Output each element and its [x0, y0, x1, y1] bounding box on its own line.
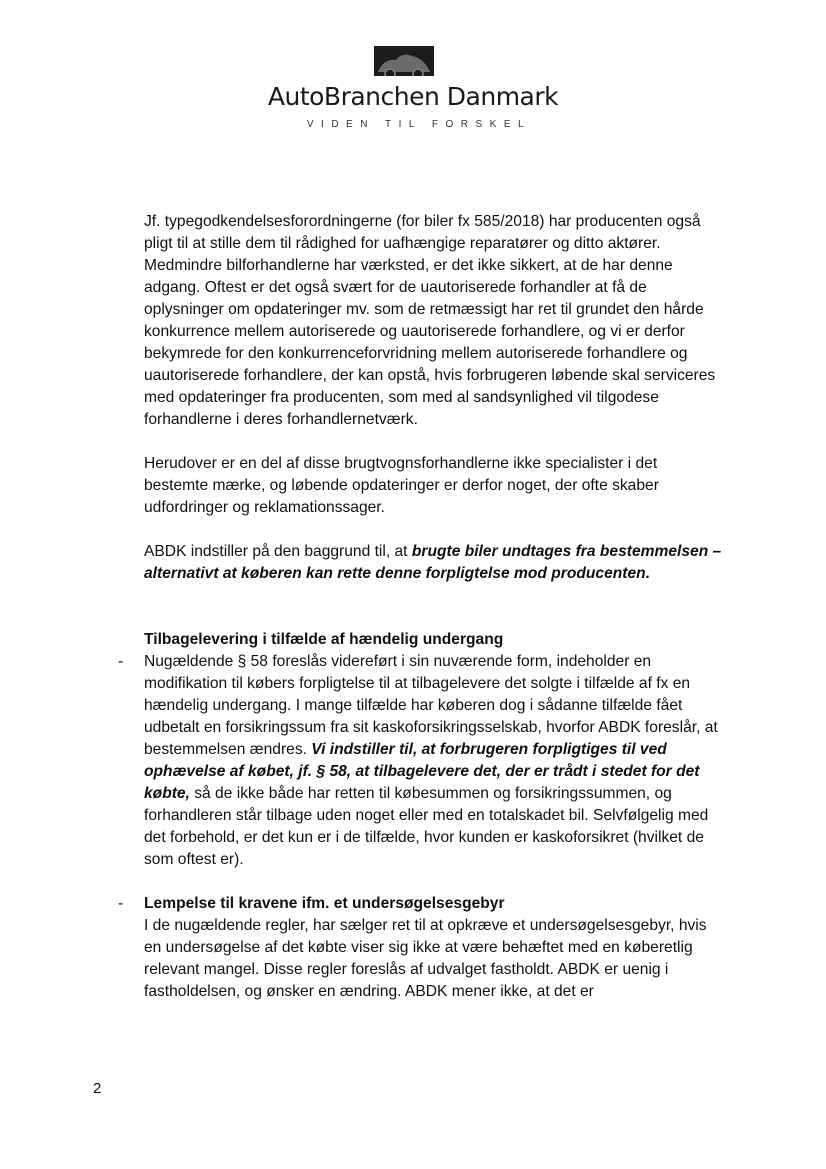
recommendation-emphasis: brugte biler undtages fra bestemmelsen – alternativt at køberen kan rette denne forpligtelse mod producenten.	[144, 543, 722, 582]
section-body-inspection-fee: I de nugældende regler, har sælger ret til at opkræve et undersøgelsesgebyr, hvis en undersøgelse af det købte viser sig ikke at være behæftet med en køberetlig relevant mangel. Disse regler foreslås af udvalget fastholdt. ABDK er uenig i fastholdelsen, og ønsker en ændring. ABDK mener ikke, at det er	[144, 917, 707, 1000]
paragraph-specialists: Herudover er en del af disse brugtvognsforhandlerne ikke specialister i det bestemte mærke, og løbende opdateringer er derfor noget, der ofte skaber udfordringer og reklamationssager.	[144, 455, 659, 516]
brand-tagline: VIDEN TIL FORSKEL	[306, 119, 532, 130]
brand-name: AutoBranchen Danmark	[267, 82, 559, 111]
list-item-accidental-loss	[118, 651, 724, 871]
letterhead	[0, 0, 826, 150]
car-logo-icon	[374, 46, 434, 80]
list-item-inspection-fee	[118, 893, 724, 1003]
list-dash: -	[118, 895, 124, 912]
section-heading-accidental-loss: Tilbagelevering i tilfælde af hændelig undergang	[144, 631, 504, 648]
section-body-accidental-loss	[144, 651, 724, 871]
letter-body	[118, 211, 724, 1003]
section-heading-inspection-fee: Lempelse til kravene ifm. et undersøgelsesgebyr	[144, 895, 505, 912]
paragraph-recommendation	[144, 541, 724, 585]
paragraph-dealer-access: Medmindre bilforhandlerne har værksted, er det ikke sikkert, at de har denne adgang. Oftest er det også svært for de uautoriserede forhandler at få de oplysninger om opdateringer mv. som de retmæssigt har ret til grundet den hårde konkurrence mellem autoriserede og uautoriserede forhandlere, og vi er derfor bekymrede for den konkurrenceforvridning mellem autoriserede forhandlere og uautoriserede forhandlere, der kan opstå, hvis forbrugeren løbende skal serviceres med opdateringer fra producenten, som med al sandsynlighed vil tilgodese forhandlerne i deres forhandlernetværk.	[144, 257, 716, 428]
section1-text-b: så de ikke både har retten til købesummen og forsikringssummen, og forhandleren står tilbage uden noget eller med en totalskadet bil. Selvfølgelig med det forbehold, er det kun er i de tilfælde, hvor kunden er kaskoforsikret (hvilket de som oftest er).	[144, 785, 709, 868]
section1-emphasis: Vi indstiller til, at forbrugeren forpligtiges til ved ophævelse af købet, jf. § 58, at tilbagelevere det, der er trådt i stedet for det købte,	[144, 741, 700, 802]
section1-text-a: Nugældende § 58 foreslås videreført i sin nuværende form, indeholder en modifikation til købers forpligtelse til at tilbagelevere det solgte i tilfælde af fx en hændelig undergang. I mange tilfælde har køberen dog i sådanne tilfælde fået udbetalt en forsikringssum fra sit kaskoforsikringsselskab, hvorfor ABDK foreslår, at bestemmelsen ændres.	[144, 653, 718, 758]
list-dash: -	[118, 653, 124, 670]
paragraph-type-approval: Jf. typegodkendelsesforordningerne (for biler fx 585/2018) har producenten også pligt til at stille dem til rådighed for uafhængige reparatører og ditto aktører.	[144, 213, 701, 252]
page-number: 2	[93, 1080, 102, 1097]
recommendation-lead: ABDK indstiller på den baggrund til, at	[144, 543, 412, 560]
